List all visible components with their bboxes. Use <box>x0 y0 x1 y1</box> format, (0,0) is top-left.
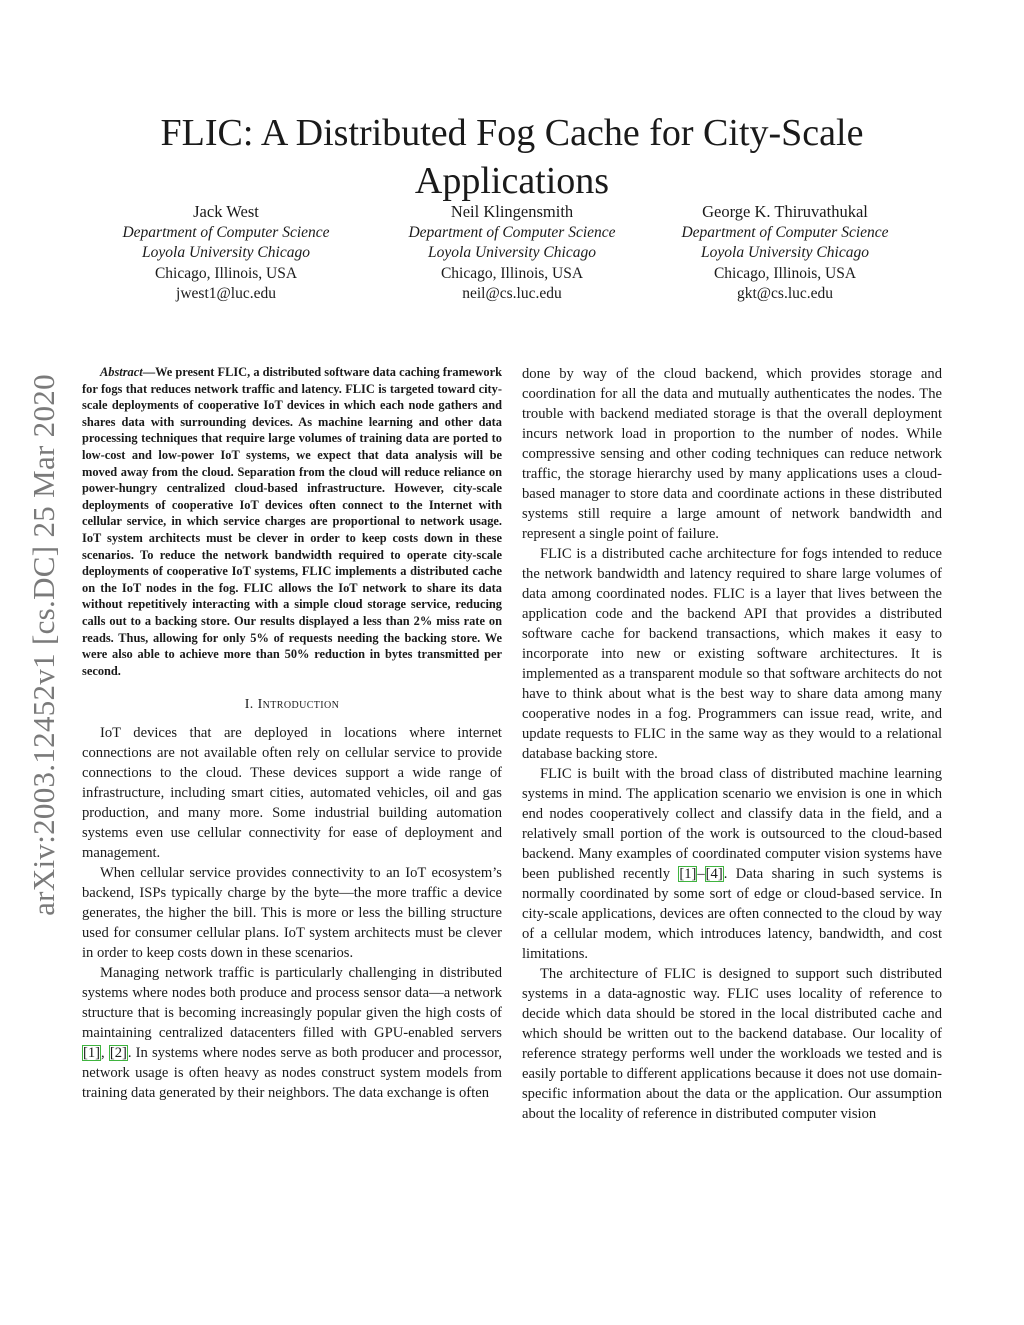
citation-link[interactable]: [4] <box>705 866 723 882</box>
paragraph-text: Managing network traffic is particularly challenging in distributed systems where nodes both produce and process sensor data—a network structure that is becoming increasingly popular given the high costs of maintaining centralized datacenters filled with GPU-enabled servers <box>82 965 502 1042</box>
author-university: Loyola University Chicago <box>142 244 310 262</box>
paragraph-text: , <box>101 1045 109 1062</box>
paper-title: FLIC: A Distributed Fog Cache for City-Scale Applications <box>160 112 864 203</box>
author-department: Department of Computer Science <box>408 223 616 241</box>
citation-link[interactable]: [1] <box>679 866 697 882</box>
section-title: Introduction <box>257 697 340 713</box>
section-number: I. <box>244 697 254 713</box>
author-email: jwest1@luc.edu <box>176 285 276 303</box>
author-name: Jack West <box>193 202 259 221</box>
abstract-lead: Abstract <box>100 365 143 379</box>
paragraph <box>82 963 502 1103</box>
paragraph: IoT devices that are deployed in locations where internet connections are not available often rely on cellular service to provide connections to the cloud. These devices support a wide range of infrastructure, including smart cities, automated vehicles, oil and gas production, and many more. Some industrial building automation systems even use cellular connectivity for ease of deployment and management. <box>82 725 502 862</box>
author-university: Loyola University Chicago <box>428 244 596 262</box>
author-email: neil@cs.luc.edu <box>462 285 562 303</box>
paragraph <box>522 764 942 964</box>
citation-link[interactable]: [2] <box>109 1045 127 1062</box>
paragraph-text: . In systems where nodes serve as both producer and processor, network usage is often heavy as nodes construct system models from training data generated by their neighbors. The data exchange is often <box>82 1045 502 1102</box>
paragraph: When cellular service provides connectivity to an IoT ecosystem’s backend, ISPs typically charge by the byte—the more traffic a device generates, the higher the bill. This is more or less the billing structure used for consumer cellular plans. IoT system architects must be clever in order to keep costs down in these scenarios. <box>82 865 502 962</box>
author-block-1 <box>91 202 361 305</box>
section-heading <box>82 697 502 713</box>
right-column <box>522 364 942 1124</box>
author-name: George K. Thiruvathukal <box>702 202 868 221</box>
author-city: Chicago, Illinois, USA <box>154 264 298 282</box>
author-department: Department of Computer Science <box>122 223 330 241</box>
author-university: Loyola University Chicago <box>701 244 869 262</box>
abstract-text: —We present FLIC, a distributed software data caching framework for fogs that reduces network traffic and latency. FLIC is targeted toward city-scale deployments of cooperative IoT devices in which each node gathers and shares data with surrounding devices. As machine learning and other data processing techniques that require large volumes of training data are ported to low-cost and low-power IoT systems, we expect that data analysis will be moved away from the cloud. Separation from the cloud will reduce reliance on power-hungry centralized cloud-based infrastructure. However, city-scale deployments of cooperative IoT devices often connect to the Internet with cellular service, in which service charges are proportional to network usage. IoT system architects must be clever in order to keep costs down in these scenarios. To reduce the network bandwidth required to operate city-scale deployments of cooperative IoT systems, FLIC implements a distributed cache on the IoT nodes in the fog. FLIC allows the IoT network to share its data without repetitively interacting with a simple cloud storage service, reducing calls out to a backing store. Our results displayed a less than 2% miss rate on reads. Thus, allowing for only 5% of requests needing the backing store. We were also able to achieve more than 50% reduction in bytes transmitted per second. <box>82 365 502 678</box>
paragraph: The architecture of FLIC is designed to support such distributed systems in a data-agnostic way. FLIC uses locality of reference to decide which data should be stored in the local distributed cache and which should be written out to the backend database. Our locality of reference strategy performs well under the workloads we tested and is easily portable to different applications because it does not use domain-specific information about the data or the application. Our assumption about the locality of reference in distributed computer vision <box>522 966 942 1122</box>
author-block-2 <box>377 202 647 305</box>
paragraph-text: FLIC is built with the broad class of distributed machine learning systems in mind. The application scenario we envision is one in which end nodes cooperatively collect and classify data in the field, and a relatively small portion of the work is outsourced to the cloud-based backend. Many examples of coordinated computer vision systems have been published recently <box>522 766 942 882</box>
citation-link[interactable]: [1] <box>83 1045 101 1062</box>
author-department: Department of Computer Science <box>681 223 889 241</box>
author-city: Chicago, Illinois, USA <box>713 264 857 282</box>
abstract <box>82 364 502 679</box>
paragraph: done by way of the cloud backend, which provides storage and coordination for all the data and mutually authenticates the nodes. The trouble with backend mediated storage is that the overall deployment incurs network load in proportion to the number of nodes. While compressive sensing and other coding techniques can reduce network traffic, the storage hierarchy used by many applications uses a cloud-based manager to store data and coordinate actions in these distributed systems still require a large amount of network bandwidth and represent a single point of failure. <box>522 366 942 542</box>
left-column <box>82 364 502 1103</box>
arxiv-stamp-text: arXiv:2003.12452v1 [cs.DC] 25 Mar 2020 <box>26 374 61 916</box>
author-city: Chicago, Illinois, USA <box>440 264 584 282</box>
author-name: Neil Klingensmith <box>450 202 574 221</box>
paragraph: FLIC is a distributed cache architecture for fogs intended to reduce the network bandwidth and latency required to share large volumes of data among coordinated nodes. FLIC is a layer that lives between the application code and the backend API that provides a distributed software cache for backend transactions, which makes it easy to incorporate into new or existing software architectures. It is implemented as a transparent module so that software architects do not have to think about what is the best way to share data among many cooperative nodes in a fog. Programmers can issue read, write, and update requests to FLIC in the same way as they would to a relational database backing store. <box>522 546 942 762</box>
author-email: gkt@cs.luc.edu <box>736 285 834 303</box>
paragraph-text: – <box>697 866 705 882</box>
author-block-3 <box>650 202 920 305</box>
paragraph-text: . Data sharing in such systems is normally coordinated by some sort of edge or cloud-based service. In city-scale applications, devices are often connected to the cloud by way of a cellular modem, which introduces latency, bandwidth, and cost limitations. <box>522 866 942 962</box>
